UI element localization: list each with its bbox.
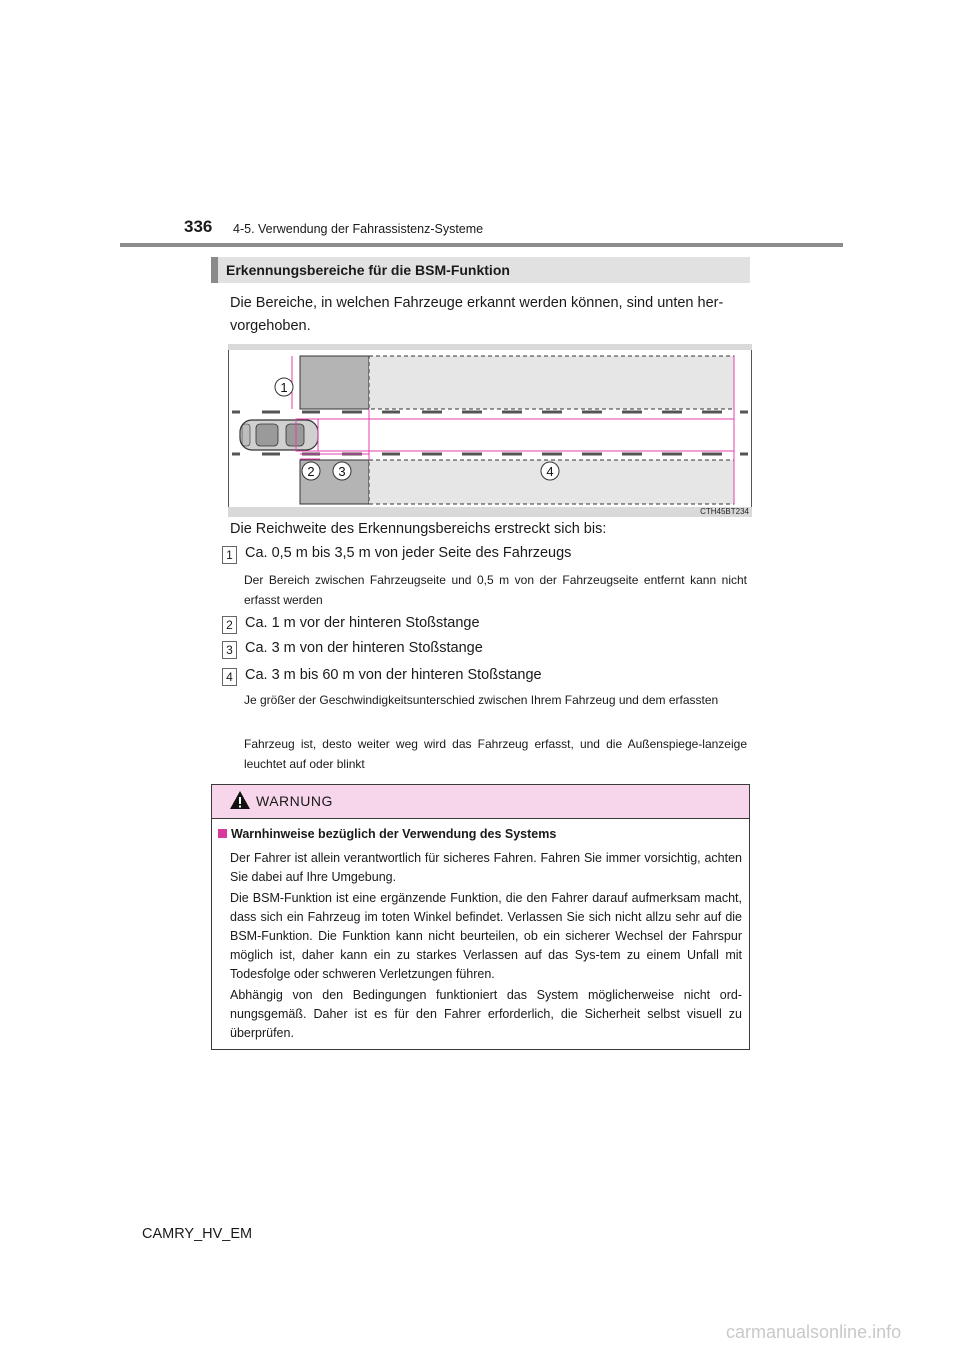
range-item-2-number: 2 bbox=[222, 616, 237, 634]
range-item-4-text: Ca. 3 m bis 60 m von der hinteren Stoßstange bbox=[245, 667, 542, 683]
header-rule bbox=[120, 243, 843, 247]
near-zone-left bbox=[300, 356, 369, 409]
range-item-2 bbox=[222, 615, 480, 634]
image-code: CTH45BT234 bbox=[700, 507, 749, 516]
callout-3-label: 3 bbox=[338, 464, 346, 479]
range-note-4b: Fahrzeug ist, desto weiter weg wird das Fahrzeug erfasst, und die Außenspiege-lanzeige leuchtet auf oder blinkt bbox=[244, 737, 747, 771]
callout-2 bbox=[302, 462, 320, 480]
callout-1-label: 1 bbox=[280, 380, 288, 395]
road-edge-top bbox=[228, 344, 752, 350]
callout-2-label: 2 bbox=[307, 464, 315, 479]
warning-title bbox=[218, 827, 556, 841]
section-title: Erkennungsbereiche für die BSM-Funktion bbox=[226, 262, 510, 278]
range-item-3-number: 3 bbox=[222, 641, 237, 659]
intro-text: Die Bereiche, in welchen Fahrzeuge erkannt werden können, sind unten her-vorgehoben. bbox=[230, 295, 724, 334]
footer-model: CAMRY_HV_EM bbox=[142, 1226, 253, 1242]
range-note-4a: Je größer der Geschwindigkeitsunterschied zwischen Ihrem Fahrzeug und dem erfassten bbox=[244, 693, 719, 707]
warning-header bbox=[212, 785, 749, 819]
bullet-square-icon bbox=[218, 829, 227, 838]
page-number: 336 bbox=[184, 217, 213, 236]
warning-paragraph-1: Der Fahrer ist allein verantwortlich für sicheres Fahren. Fahren Sie immer vorsichtig, achten Sie dabei auf Ihre Umgebung. bbox=[230, 851, 742, 884]
road-edge-bottom bbox=[228, 507, 752, 517]
section-heading bbox=[211, 257, 750, 283]
range-item-1-text: Ca. 0,5 m bis 3,5 m von jeder Seite des Fahrzeugs bbox=[245, 545, 572, 561]
range-item-1 bbox=[222, 545, 571, 564]
range-note-1: Der Bereich zwischen Fahrzeugseite und 0,5 m von der Fahrzeugseite entfernt kann nicht erfasst werden bbox=[244, 573, 747, 607]
callout-3 bbox=[333, 462, 351, 480]
range-intro: Die Reichweite des Erkennungsbereichs erstreckt sich bis: bbox=[230, 521, 607, 537]
range-item-2-text: Ca. 1 m vor der hinteren Stoßstange bbox=[245, 615, 480, 631]
chapter-title: 4-5. Verwendung der Fahrassistenz-Systeme bbox=[233, 222, 484, 236]
range-item-3-text: Ca. 3 m von der hinteren Stoßstange bbox=[245, 640, 483, 656]
watermark: carmanualsonline.info bbox=[726, 1322, 902, 1342]
warning-paragraph-3: Abhängig von den Bedingungen funktioniert das System möglicherweise nicht ord-nungsgemäß. Daher ist es für den Fahrer erforderlich, die Sicherheit selbst visuell zu überprüfen. bbox=[230, 988, 742, 1040]
car-icon bbox=[240, 420, 318, 450]
range-item-1-number: 1 bbox=[222, 546, 237, 564]
warning-box bbox=[211, 784, 750, 1050]
warning-paragraph-2: Die BSM-Funktion ist eine ergänzende Funktion, die den Fahrer darauf aufmerksam macht, dass sich ein Fahrzeug im toten Winkel befindet. Verlassen Sie sich nicht allzu sehr auf die BSM-Funktion. Die Funktion kann nicht beurteilen, ob ein sicherer Wechsel der Fahrspur möglich ist, daher kann ein zu starkes Verlassen auf das Sys-tem zu einem Unfall mit Todesfolge oder schweren Verletzungen führen. bbox=[230, 891, 742, 981]
bsm-detection-diagram bbox=[228, 344, 752, 517]
warning-label: WARNUNG bbox=[256, 793, 333, 809]
range-item-3 bbox=[222, 640, 483, 659]
warning-icon bbox=[229, 790, 251, 810]
callout-4-label: 4 bbox=[546, 464, 554, 479]
warning-title-text: Warnhinweise bezüglich der Verwendung des Systems bbox=[231, 827, 557, 841]
range-item-4-number: 4 bbox=[222, 668, 237, 686]
callout-1 bbox=[275, 378, 293, 396]
callout-4 bbox=[541, 462, 559, 480]
far-zone-left bbox=[369, 356, 734, 409]
range-item-4 bbox=[222, 667, 542, 686]
section-accent bbox=[211, 257, 218, 283]
